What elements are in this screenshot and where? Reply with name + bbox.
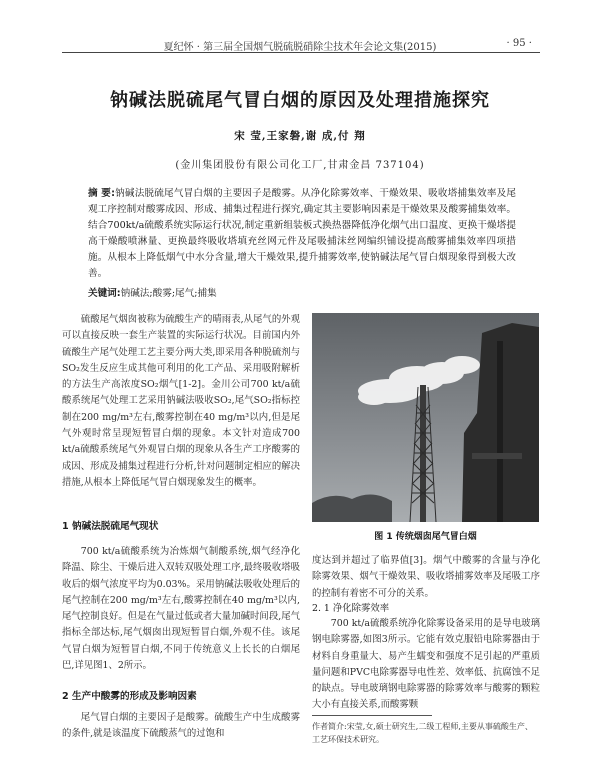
intro-paragraph: [62, 312, 300, 491]
right-continuation-text: 度达到并超过了临界值[3]。烟气中酸雾的含量与净化除雾效果、烟气干燥效果、吸收塔捕雾效率及尾吸工序的控制有着密不可分的关系。: [312, 555, 540, 599]
section-1-heading: 1 钠碱法脱硫尾气现状: [62, 521, 159, 532]
keywords: [88, 286, 516, 302]
header-rule: [62, 52, 540, 53]
section-1-body: [62, 544, 300, 674]
journal-name: 夏纪怀 · 第三届全国烟气脱硫脱硝除尘技术年会论文集(2015): [163, 42, 437, 53]
abstract: [88, 186, 516, 282]
paper-title: 钠碱法脱硫尾气冒白烟的原因及处理措施探究: [110, 90, 490, 111]
section-2-body: [62, 710, 300, 743]
subsection-2-1-body: [312, 616, 540, 714]
subsection-2-1-heading: 2. 1 净化除雾效率: [312, 603, 390, 614]
authors: 宋 莹,王家磐,谢 成,付 翔: [234, 130, 366, 142]
section-2-heading: 2 生产中酸雾的形成及影响因素: [62, 691, 197, 702]
abstract-label: 摘 要:: [88, 188, 115, 199]
affiliation: (金川集团股份有限公司化工厂,甘肃金昌 737104): [175, 160, 425, 171]
subsection-2-1-text: 700 kt/a硫酸系统净化除雾设备采用的是导电玻璃钢电除雾器,如图3所示。它能有效克服铅电除雾器由于材料自身重量大、易产生蠕变和强度不足引起的严重质量问题和PVC电除雾器导电性差、效率低、抗腐蚀不足的缺点。导电玻璃钢电除雾器的除雾效率与酸雾的颗粒大小有直接关系,而酸雾颗: [312, 618, 540, 711]
keywords-label: 关键词:: [88, 288, 121, 299]
section-2-text: 尾气冒白烟的主要因子是酸雾。硫酸生产中生成酸雾的条件,就是该温度下硫酸蒸气的过饱和: [62, 712, 300, 740]
section-1-text: 700 kt/a硫酸系统为冶炼烟气制酸系统,烟气经净化降温、除尘、干燥后进入双转双吸处理工序,最终吸收塔吸收后的烟气浓度平均为0.03%。采用钠碱法吸收处理后的尾气控制在200 mg/m³左右,酸雾控制在40 mg/m³以内,尾气控制良好。但是在气量过低或者大量加碱时间段,尾气指标全部达标,尾气烟囱出现短暂冒白烟,外观不佳。该尾气冒白烟为短暂冒白烟,不同于传统意义上长长的白烟尾巴,详见图1、2所示。: [62, 546, 300, 672]
intro-text: 硫酸尾气烟囱被称为硫酸生产的晴雨表,从尾气的外观可以直接反映一套生产装置的实际运行状况。目前国内外硫酸生产尾气处理工艺主要分两大类,即采用各种脱硫剂与SO₂发生反应生成其他可利用的化工产品、采用吸附解析的方法生产高浓度SO₂烟气[1-2]。金川公司700 kt/a硫酸系统尾气处理工艺采用钠碱法吸收SO₂,尾气SO₂指标控制在200 mg/m³左右,酸雾控制在40 mg/m³以内,但是尾气外观时常呈现短暂冒白烟的现象。本文针对造成700 kt/a硫酸系统尾气外观冒白烟的现象从各生产工序酸雾的成因、形成及捕集过程进行分析,针对问题制定相应的解决措施,从根本上降低尾气冒白烟现象发生的概率。: [62, 314, 300, 488]
footnote-rule: [312, 715, 432, 716]
figure-1-caption: 图 1 传统烟囱尾气冒白烟: [374, 532, 477, 542]
page-number: · 95 ·: [506, 38, 532, 49]
abstract-text: 钠碱法脱硫尾气冒白烟的主要因子是酸雾。从净化除雾效率、干燥效果、吸收塔捕集效率及尾观工序控制对酸雾成因、形成、捕集过程进行探究,确定其主要影响因素是干燥效果及酸雾捕集效率。结合700kt/a硫酸系统实际运行状况,制定重新组装板式换热器降低净化烟气出口温度、更换干燥塔提高干燥酸喷淋量、更换最终吸收塔填充丝网元件及尾吸捕沫丝网编织铺设提高酸雾捕集效率四项措施。从根本上降低烟气中水分含量,增大干燥效果,提升捕雾效率,使钠碱法尾气冒白烟现象得到极大改善。: [88, 188, 516, 279]
right-continuation: [312, 553, 540, 602]
keywords-text: 钠碱法;酸雾;尾气;捕集: [120, 288, 217, 299]
smokestack-photo: [312, 313, 539, 522]
figure-1-photo: [312, 313, 539, 522]
author-footnote: 作者简介:宋莹,女,硕士研究生,二级工程师,主要从事硫酸生产、工艺环保技术研究。: [312, 722, 533, 744]
